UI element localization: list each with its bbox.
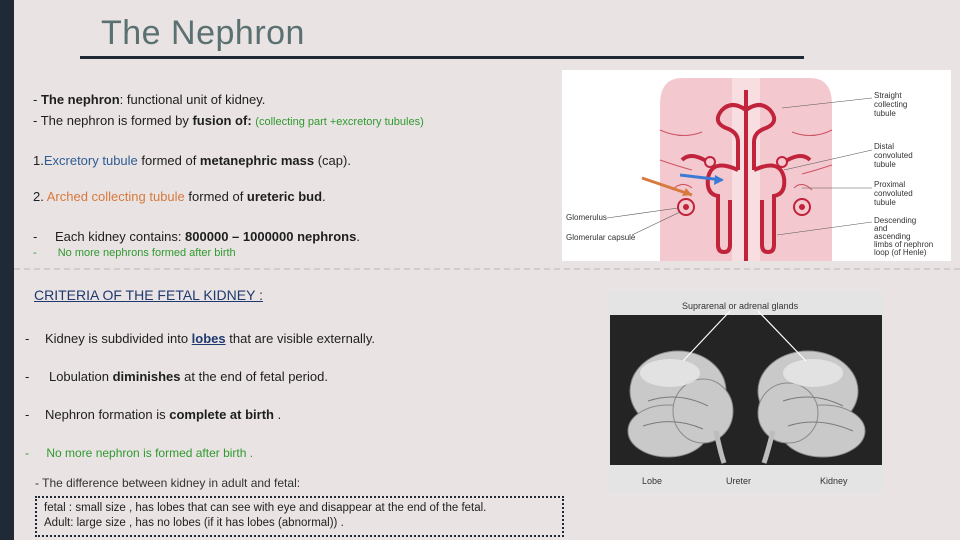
- point-number: 2.: [33, 189, 47, 204]
- diminishes-term: diminishes: [112, 369, 181, 384]
- after-birth-text: No more nephrons formed after birth: [57, 247, 236, 259]
- point-text: .: [322, 189, 326, 204]
- point-1: [33, 153, 351, 168]
- count-text: Each kidney contains:: [54, 229, 186, 244]
- label-collecting: collecting: [874, 100, 908, 109]
- label-distal: Distal: [874, 142, 895, 151]
- label-convoluted: convoluted: [874, 151, 913, 160]
- point-text: formed of: [184, 189, 247, 204]
- point-2: [33, 189, 326, 204]
- ureteric-bud-term: ureteric bud: [246, 189, 323, 204]
- dash: -: [25, 331, 30, 346]
- intro-text: : functional unit of kidney.: [119, 92, 266, 107]
- criteria-text: Lobulation: [48, 369, 113, 384]
- label-ascending: ascending: [874, 232, 911, 241]
- label-and: and: [874, 224, 888, 233]
- label-tubule: tubule: [874, 160, 896, 169]
- nephron-diagram: [562, 70, 951, 261]
- criteria-text: Nephron formation is: [44, 407, 170, 422]
- title-underline: [80, 56, 804, 59]
- difference-adult: Adult: large size , has no lobes (if it has lobes (abnormal)) .: [44, 517, 344, 529]
- complete-term: complete at birth: [169, 407, 274, 422]
- label-glomerulus: Glomerulus: [566, 213, 607, 222]
- label-glomerular-capsule: Glomerular capsule: [566, 233, 636, 242]
- point-text: formed of: [137, 153, 200, 168]
- label-descending: Descending: [874, 216, 917, 225]
- criteria-heading: CRITERIA OF THE FETAL KIDNEY :: [34, 287, 263, 303]
- fetal-kidney-illustration: [608, 291, 884, 493]
- label-ureter: Ureter: [726, 476, 752, 486]
- count-text: .: [356, 229, 360, 244]
- dash: -: [33, 92, 41, 107]
- point-number: 1.: [33, 153, 44, 168]
- label-straight: Straight: [874, 91, 902, 100]
- left-accent-bar: [0, 0, 14, 540]
- point-text: (cap).: [314, 153, 351, 168]
- dash: -: [33, 247, 37, 259]
- nephron-term: The nephron: [40, 92, 120, 107]
- label-limbs: limbs of nephron: [874, 240, 934, 249]
- nephron-count: [33, 229, 360, 244]
- difference-fetal: fetal : small size , has lobes that can see with eye and disappear at the end of the fetal.: [44, 502, 487, 514]
- page-title: The Nephron: [101, 14, 305, 52]
- criteria-item-no-more: [25, 446, 253, 460]
- excretory-tubule-term: Excretory tubule: [43, 153, 138, 168]
- criteria-item-lobes: [25, 331, 375, 346]
- label-tubule: tubule: [874, 198, 896, 207]
- label-tubule: tubule: [874, 109, 896, 118]
- criteria-item-lobulation: [25, 369, 328, 384]
- criteria-text: No more nephron is formed after birth .: [46, 446, 254, 460]
- label-adrenal-glands: Suprarenal or adrenal glands: [682, 301, 799, 311]
- criteria-text: that are visible externally.: [225, 331, 375, 346]
- label-proximal: Proximal: [874, 180, 906, 189]
- metanephric-term: metanephric mass: [199, 153, 315, 168]
- criteria-text: at the end of fetal period.: [180, 369, 328, 384]
- criteria-text: Kidney is subdivided into: [44, 331, 192, 346]
- dash: -: [25, 407, 30, 422]
- dash: -: [33, 229, 38, 244]
- nephron-illustration: [562, 70, 951, 261]
- intro-line-1: [33, 92, 265, 107]
- fetal-kidney-photo: [608, 291, 884, 493]
- count-value: 800000 – 1000000 nephrons: [185, 229, 357, 244]
- lobes-term: lobes: [191, 331, 226, 346]
- fusion-term: fusion of:: [192, 113, 252, 128]
- nephron-after-birth: [33, 247, 236, 259]
- criteria-text: .: [274, 407, 282, 422]
- dash: -: [25, 369, 30, 384]
- intro-line-2: [33, 113, 424, 128]
- label-kidney: Kidney: [820, 476, 848, 486]
- label-loop: loop (of Henle): [874, 248, 927, 257]
- criteria-item-formation: [25, 407, 281, 422]
- label-lobe: Lobe: [642, 476, 663, 486]
- fusion-parts: (collecting part +excretory tubules): [255, 116, 424, 128]
- section-divider: [14, 268, 960, 270]
- difference-heading: - The difference between kidney in adult and fetal:: [35, 476, 301, 490]
- intro-text: - The nephron is formed by: [33, 113, 193, 128]
- collecting-tubule-term: Arched collecting tubule: [46, 189, 185, 204]
- label-convoluted: convoluted: [874, 189, 913, 198]
- dash: -: [25, 446, 29, 460]
